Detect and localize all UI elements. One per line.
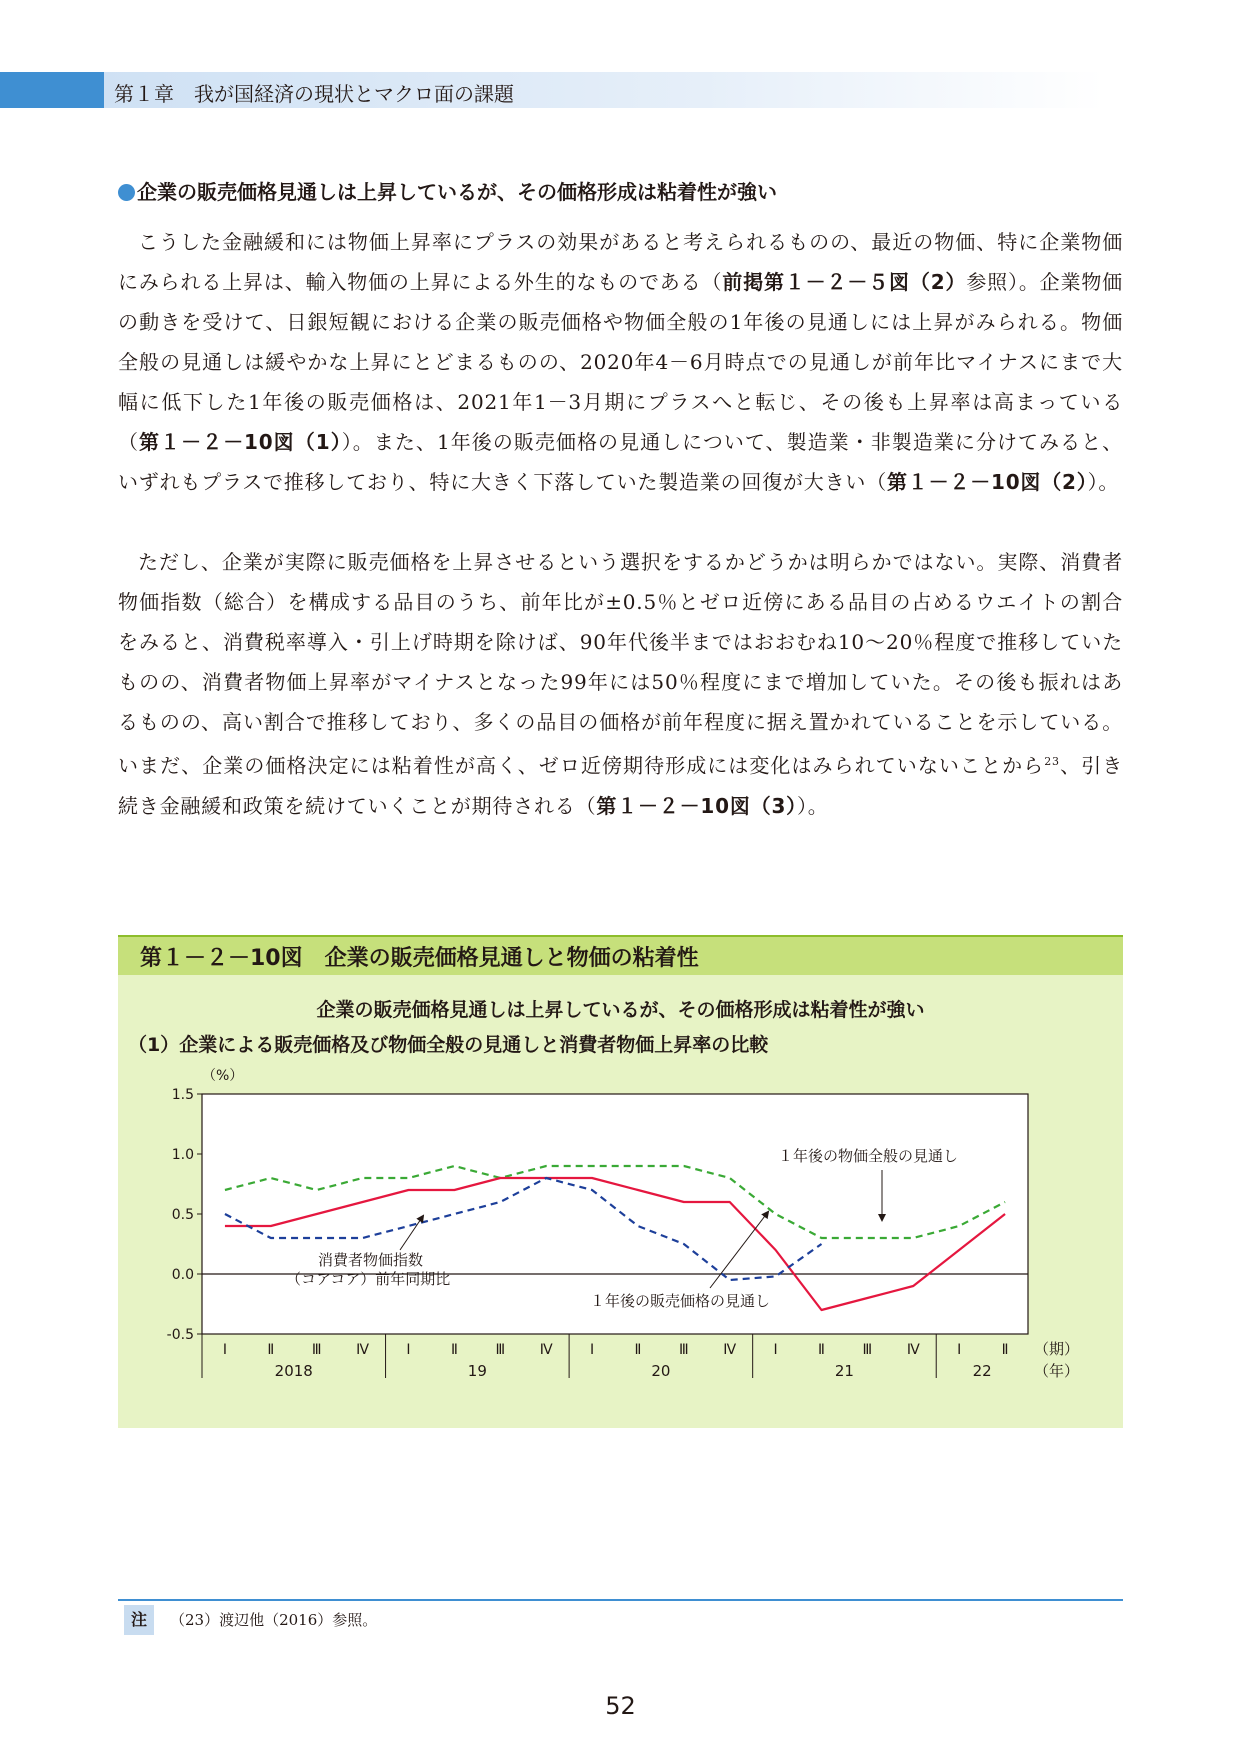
panel-title: （1）企業による販売価格及び物価全般の見通しと消費者物価上昇率の比較 [128, 1034, 769, 1056]
x-tick-label: Ⅲ [679, 1342, 689, 1358]
line-chart [118, 1060, 1123, 1410]
x-tick-label: Ⅳ [723, 1342, 737, 1358]
annotation-cpi-line1: 消費者物価指数 [318, 1251, 424, 1269]
p1-text-3: ）。また、1年後の販売価格の見通しについて、製造業・非製造業に分けてみると、いずれもプラスで推移しており、特に大きく下落していた製造業の回復が大きい（ [118, 430, 1123, 494]
annotation-sales-outlook: １年後の販売価格の見通し [590, 1292, 771, 1310]
x-year-label: 20 [651, 1362, 671, 1380]
p1-ref-2: 第１－２－10図（1） [139, 430, 342, 454]
x-tick-label: Ⅲ [311, 1342, 322, 1358]
p2-ref-1: 第１－２－10図（3） [596, 793, 797, 818]
p2-text-1: ただし、企業が実際に販売価格を上昇させるという選択をするかどうかは明らかではない。実際、消費者物価指数（総合）を構成する品目のうち、前年比が±0.5％とゼロ近傍にある品目の占めるウエイトの割合をみると、消費税率導入・引上げ時期を除けば、90年代後半まではおおむね10～20％程度で推移していたものの、消費者物価上昇率がマイナスとなった99年には50％程度にまで増加していた。その後も振れはあるものの、高い割合で推移しており、多くの品目の価格が前年程度に据え置かれていることを示している。いまだ、企業の価格決定には粘着性が高く、ゼロ近傍期待形成には変化はみられていないことから [118, 550, 1123, 778]
x-tick-label: Ⅱ [267, 1342, 275, 1358]
p1-text-2: 参照）。企業物価の動きを受けて、日銀短観における企業の販売価格や物価全般の1年後の見通しには上昇がみられる。物価全般の見通しは緩やかな上昇にとどまるものの、2020年4－6月時点での見通しが前年比マイナスにまで大幅に低下した1年後の販売価格は、2021年1－3月期にプラスへと転じ、その後も上昇率は高まっている（ [118, 270, 1123, 454]
x-tick-label: Ⅰ [406, 1342, 411, 1358]
y-tick-label: 1.5 [171, 1087, 194, 1103]
x-tick-label: Ⅱ [818, 1342, 825, 1358]
x-tick-label: Ⅲ [495, 1342, 506, 1358]
x-year-label: 19 [467, 1362, 487, 1380]
x-tick-label: Ⅰ [773, 1342, 778, 1358]
bullet-dot-icon [118, 184, 135, 201]
y-tick-label: 1.0 [171, 1147, 194, 1163]
figure-title: 第１－２－10図 企業の販売価格見通しと物価の粘着性 [140, 946, 699, 971]
x-tick-label: Ⅰ [957, 1342, 962, 1358]
y-tick-label: -0.5 [166, 1327, 194, 1343]
x-tick-label: Ⅱ [450, 1342, 458, 1358]
p1-text-1: こうした金融緩和には物価上昇率にプラスの効果があると考えられるものの、最近の物価、特に企業物価にみられる上昇は、輸入物価の上昇による外生的なものである（ [118, 230, 1123, 294]
x-tick-label: Ⅰ [222, 1342, 228, 1358]
note-text: （23）渡辺他（2016）参照。 [170, 1611, 378, 1629]
chapter-title: 第１章 我が国経済の現状とマクロ面の課題 [114, 82, 514, 106]
y-tick-label: 0.0 [171, 1267, 194, 1283]
header-accent-block [0, 72, 104, 108]
section-heading-text: 企業の販売価格見通しは上昇しているが、その価格形成は粘着性が強い [137, 180, 777, 204]
x-tick-label: Ⅱ [1001, 1342, 1009, 1358]
y-axis [167, 1087, 202, 1343]
p2-text-2: 、引き続き金融緩和政策を続けていくことが期待される（ [118, 753, 1123, 818]
p2-text-3: ）。 [796, 793, 829, 818]
x-year-axis-label: （年） [1034, 1362, 1080, 1380]
p1-ref-1: 前掲第１－２－５図（2） [722, 270, 967, 294]
x-year-label: 22 [972, 1362, 992, 1380]
annotation-general-outlook: １年後の物価全般の見通し [778, 1147, 959, 1165]
p1-ref-3: 第１－２－10図（2） [887, 470, 1088, 494]
figure-subtitle: 企業の販売価格見通しは上昇しているが、その価格形成は粘着性が強い [316, 999, 925, 1021]
x-axis [202, 1334, 1079, 1380]
x-tick-label: Ⅳ [906, 1342, 920, 1358]
body-paragraph-2 [118, 542, 1123, 826]
note-divider [118, 1599, 1123, 1601]
p1-text-4: ）。 [1087, 470, 1120, 494]
x-tick-label: Ⅳ [356, 1342, 370, 1358]
y-unit-label: （%） [202, 1068, 244, 1084]
page-number: 52 [605, 1692, 636, 1720]
x-period-axis-label: （期） [1034, 1340, 1080, 1358]
x-tick-label: Ⅱ [634, 1342, 642, 1358]
x-tick-label: Ⅰ [589, 1342, 595, 1358]
annotation-cpi-line2: （コアコア）前年同期比 [286, 1270, 451, 1288]
x-tick-label: Ⅲ [862, 1342, 873, 1358]
x-tick-label: Ⅳ [539, 1342, 553, 1358]
x-year-label: 21 [834, 1362, 854, 1380]
x-year-label: 2018 [274, 1362, 313, 1380]
y-tick-label: 0.5 [171, 1207, 194, 1223]
body-paragraph-1 [118, 222, 1123, 502]
section-heading [118, 176, 777, 205]
note-tag: 注 [124, 1605, 154, 1635]
footnote-ref[interactable]: 23 [1044, 755, 1060, 768]
